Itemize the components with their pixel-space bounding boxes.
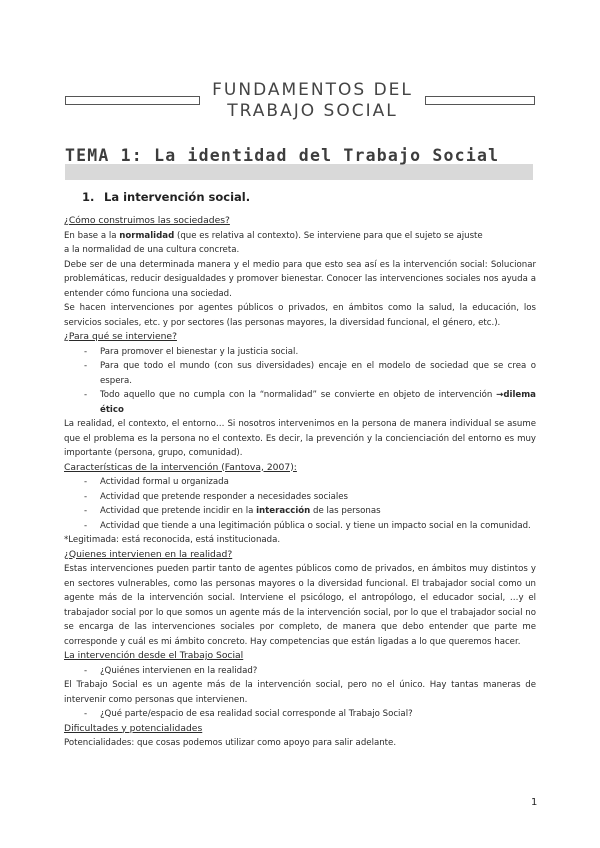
list-caracteristicas [64, 475, 536, 533]
list-quienes [64, 664, 536, 679]
list-item: - Para que todo el mundo (con sus diversidades) encaje en el modelo de sociedad que se crea o espera. [64, 359, 536, 388]
p1-bold: normalidad [119, 230, 175, 241]
tema-highlight-bar [65, 164, 533, 180]
subheading-quienes: ¿Quienes intervienen en la realidad? [64, 548, 233, 560]
list-item-text: Actividad que pretende incidir en la [100, 506, 257, 516]
paragraph-potencialidades: Potencialidades: que cosas podemos utilizar como apoyo para salir adelante. [64, 738, 397, 748]
header-title-line2: TRABAJO SOCIAL [227, 101, 398, 121]
paragraph-trabajo-social: El Trabajo Social es un agente más de la intervención social, pero no el único. Hay tantas maneras de intervenir como personas que intervienen. [64, 680, 536, 705]
list-item-text-end: de las personas [310, 506, 381, 516]
subheading-para-que: ¿Para qué se interviene? [64, 331, 177, 342]
list-para-que [64, 345, 536, 418]
section-title: La intervención social. [104, 190, 251, 204]
list-item [64, 504, 536, 519]
arrow-icon: → [496, 390, 504, 400]
section-heading [82, 190, 250, 204]
list-item: - Para promover el bienestar y la justicia social. [64, 345, 536, 360]
list-item-bold: dilema ético [100, 390, 536, 415]
paragraph-normalidad-line2: a la normalidad de una cultura concreta. [64, 245, 240, 255]
paragraph-intervencion: Debe ser de una determinada manera y el medio para que esto sea así es la intervención social: Solucionar problemáticas, reducir desigualdades y promover bienestar. Conocer las intervenciones sociales nos ayuda a entender cómo funciona una sociedad. [64, 259, 536, 299]
subheading-desde-trabajo-social: La intervención desde el Trabajo Social [64, 650, 244, 661]
list-item: - Actividad formal u organizada [64, 475, 536, 490]
header-title-line1: FUNDAMENTOS DEL [212, 80, 413, 100]
paragraph-normalidad [64, 229, 536, 244]
header-right-rule [425, 96, 535, 105]
list-item: - ¿Qué parte/espacio de esa realidad social corresponde al Trabajo Social? [64, 707, 536, 722]
tema-title: TEMA 1: La identidad del Trabajo Social [65, 146, 500, 165]
document-header-title [200, 80, 425, 122]
list-item: - ¿Quiénes intervienen en la realidad? [64, 664, 536, 679]
list-item: - Actividad que pretende responder a necesidades sociales [64, 490, 536, 505]
subheading-dificultades: Dificultades y potencialidades [64, 722, 203, 734]
document-body [64, 214, 536, 751]
list-item [64, 388, 536, 417]
note-legitimada: *Legitimada: está reconocida, está institucionada. [64, 535, 281, 545]
paragraph-agentes-intervencion: Estas intervenciones pueden partir tanto de agentes públicos como de privados, en ámbitos muy distintos y en sectores vulnerables, como las personas mayores o la diversidad funcional. El trabajador social como un agente más de la intervención social. Interviene el psicólogo, el antropólogo, el educador social, …y el trabajador social por lo que somos un agente más de la intervención social, por lo que el trabajador social no se encarga de las intervenciones sociales por completo, de manera que debo entender que parte me corresponde y cuál es mi ámbito concreto. Hay competencias que están ligadas a lo que queremos hacer. [64, 564, 536, 647]
list-item-bold: interacción [256, 506, 311, 516]
paragraph-agentes: Se hacen intervenciones por agentes públicos o privados, en ámbitos como la salud, la educación, los servicios sociales, etc. y por sectores (las personas mayores, la diversidad funcional, el género, etc.). [64, 303, 536, 328]
paragraph-realidad: La realidad, el contexto, el entorno… Si nosotros intervenimos en la persona de manera individual se asume que el problema es la persona no el contexto. Es decir, la prevención y la concienciación del entorno es muy importante (persona, grupo, comunidad). [64, 419, 536, 458]
subheading-caracteristicas: Características de la intervención (Fantova, 2007): [64, 461, 297, 473]
subheading-construimos: ¿Cómo construimos las sociedades? [64, 215, 230, 226]
list-item-text: Todo aquello que no cumpla con la “normalidad” se convierte en objeto de intervención [100, 390, 497, 400]
p1-text: En base a la [64, 230, 120, 241]
header-left-rule [65, 96, 200, 105]
page-number: 1 [531, 797, 538, 808]
list-item: - Actividad que tiende a una legitimación pública o social. y tiene un impacto social en la comunidad. [64, 519, 536, 534]
p1-text-end: (que es relativa al contexto). Se interviene para que el sujeto se ajuste [174, 230, 483, 241]
list-que-parte [64, 707, 536, 722]
section-number: 1. [82, 190, 95, 204]
